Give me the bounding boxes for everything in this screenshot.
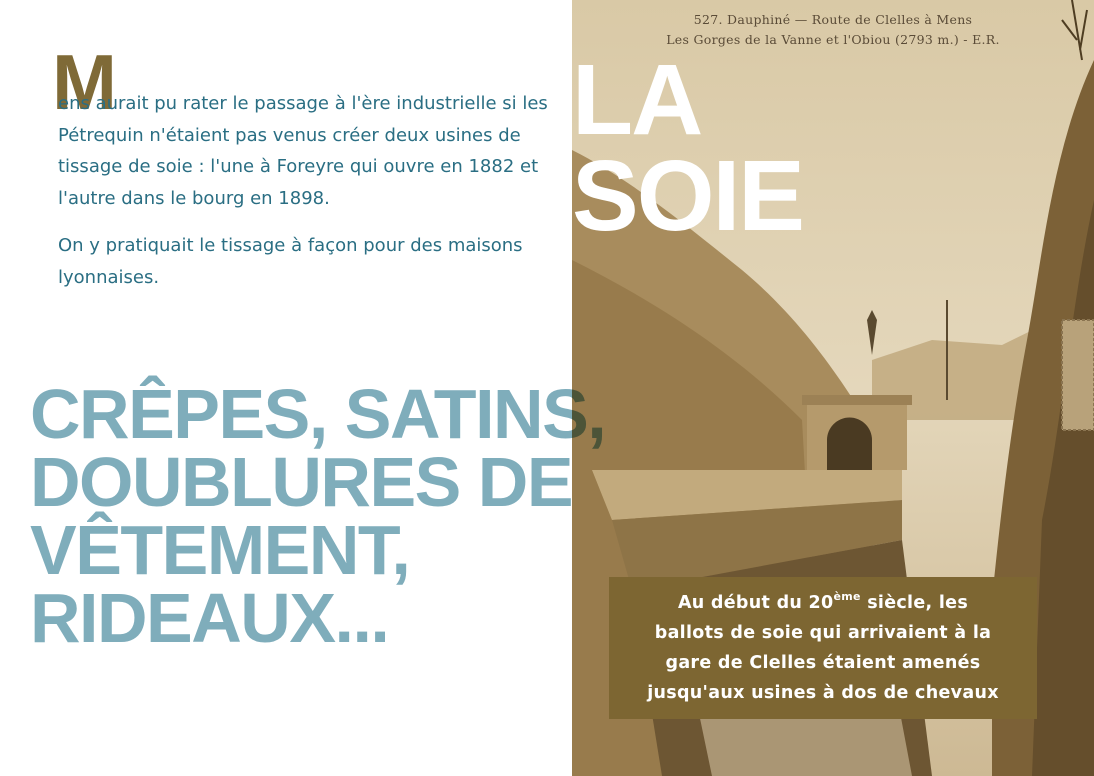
intro-paragraph-1 — [52, 38, 578, 214]
intro-paragraph-2: On y pratiquait le tissage à façon pour des maisons lyonnaises. — [58, 235, 523, 288]
caption-line1 — [609, 588, 1037, 618]
caption-line3: gare de Clelles étaient amenés — [665, 653, 981, 673]
caption-line2: ballots de soie qui arrivaient à la — [654, 623, 992, 643]
postcard-caption-line1: 527. Dauphiné — Route de Clelles à Mens — [693, 12, 973, 27]
headline — [30, 375, 670, 657]
intro-text — [52, 38, 578, 309]
caption-part1: Au début du 20 — [677, 593, 834, 613]
headline-line2: DOUBLURES DE — [30, 443, 573, 521]
postcard-caption-line2: Les Gorges de la Vanne et l'Obiou (2793 m.) - E.R. — [666, 32, 1000, 47]
caption-superscript: ème — [833, 590, 861, 603]
headline-line1: CRÊPES, SATINS, — [30, 375, 606, 453]
intro-paragraph-1-text: ens aurait pu rater le passage à l'ère industrielle si les Pétrequin n'étaient pas venus créer deux usines de tissage de soie : l'une à Foreyre qui ouvre en 1882 et l'autre dans le bourg en 1898. — [58, 93, 548, 209]
photo-caption-box — [609, 577, 1037, 719]
headline-line3: VÊTEMENT, — [30, 511, 410, 589]
title-line2: SOIE — [572, 140, 803, 252]
caption-part2: siècle, les — [860, 593, 969, 613]
drop-cap: M — [52, 38, 117, 126]
headline-line4: RIDEAUX... — [30, 579, 389, 657]
page-title — [572, 44, 803, 252]
title-line1: LA — [572, 44, 702, 156]
caption-line4: jusqu'aux usines à dos de chevaux — [647, 683, 999, 703]
